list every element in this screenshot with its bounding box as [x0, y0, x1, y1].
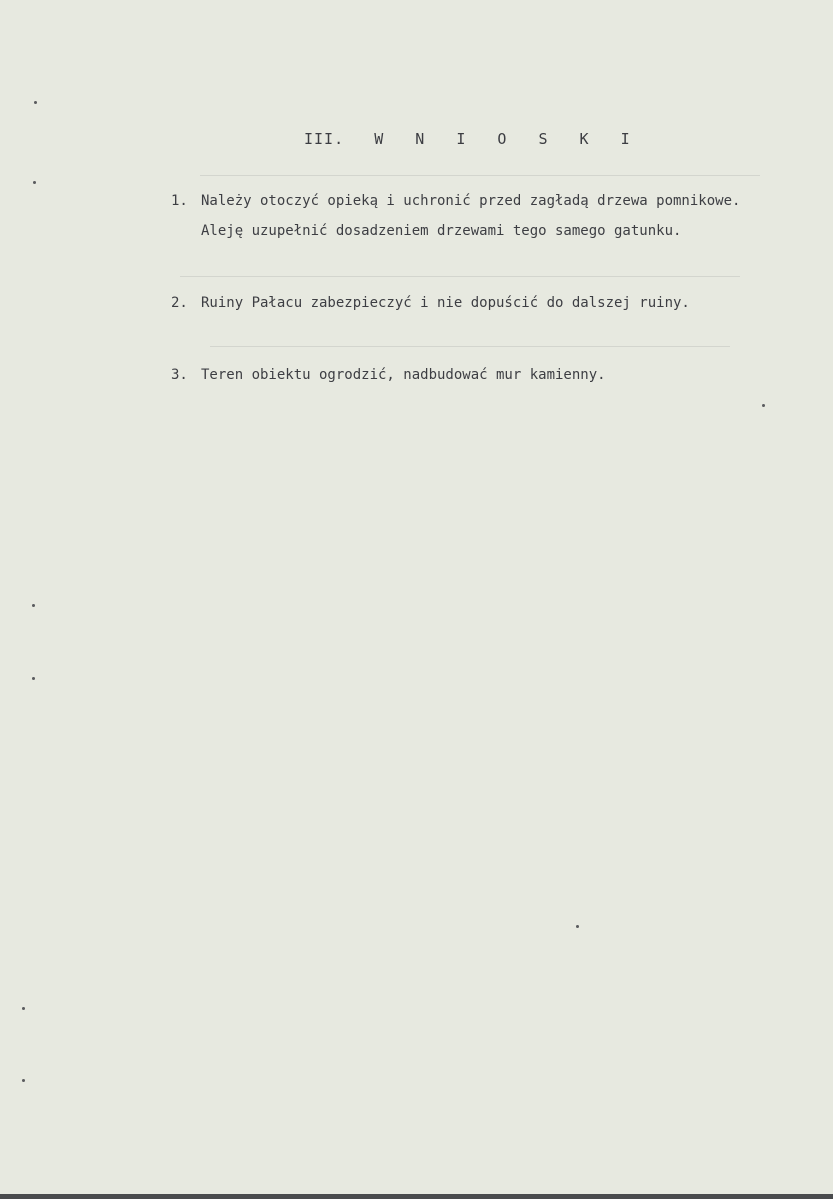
section-numeral: III.: [304, 130, 345, 148]
scan-edge: [0, 1194, 833, 1199]
item-text: Należy otoczyć opieką i uchronić przed zagładą drzewa pomnikowe. Aleję uzupełnić dosadzeniem drzewami tego samego gatunku.: [201, 193, 741, 239]
speck: [762, 404, 765, 407]
section-heading: [304, 130, 641, 148]
conclusion-item: [171, 186, 771, 246]
conclusion-item: [171, 288, 771, 318]
margin-dot: [34, 101, 37, 104]
item-number: 1.: [171, 193, 188, 209]
speck: [576, 925, 579, 928]
section-title: W N I O S K I: [374, 130, 642, 148]
bleed-through-line: [210, 346, 730, 347]
bleed-through-line: [200, 175, 760, 176]
item-number: 2.: [171, 295, 188, 311]
item-text: Teren obiektu ogrodzić, nadbudować mur kamienny.: [201, 367, 606, 383]
item-number: 3.: [171, 367, 188, 383]
item-text: Ruiny Pałacu zabezpieczyć i nie dopuścić do dalszej ruiny.: [201, 295, 690, 311]
conclusion-item: [171, 360, 771, 390]
margin-dot: [22, 1007, 25, 1010]
margin-dot: [33, 181, 36, 184]
bleed-through-line: [180, 276, 740, 277]
margin-dot: [32, 604, 35, 607]
margin-dot: [22, 1079, 25, 1082]
margin-dot: [32, 677, 35, 680]
